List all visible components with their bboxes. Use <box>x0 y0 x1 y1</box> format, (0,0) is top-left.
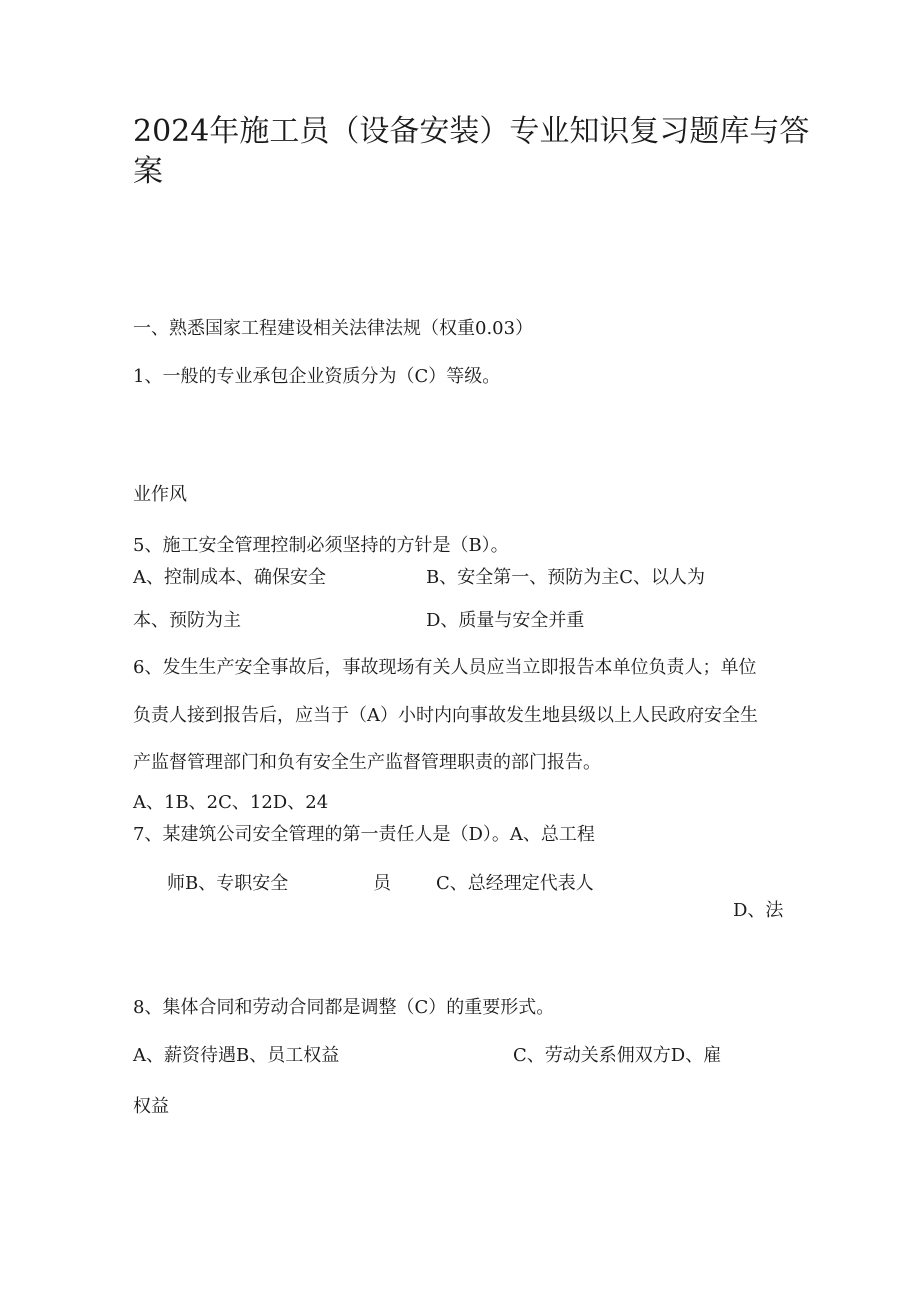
question-6-options: A、1B、2C、12D、24 <box>133 792 329 813</box>
question-6-line-2: 负责人接到报告后，应当于（A）小时内向事故发生地县级以上人民政府安全生 <box>133 705 758 726</box>
document-title: 2024年施工员（设备安装）专业知识复习题库与答案 <box>133 114 810 189</box>
question-7-option-part-4: D、法 <box>733 900 784 921</box>
question-8-option-cont: 权益 <box>133 1096 169 1117</box>
question-7-option-part-2: 员 <box>373 873 391 894</box>
question-5-option-c-cont: 本、预防为主 <box>133 610 241 631</box>
question-7-option-part-1: 师B、专职安全 <box>167 873 289 894</box>
question-6-line-1: 6、发生生产安全事故后，事故现场有关人员应当立即报告本单位负责人；单位 <box>133 657 757 678</box>
question-5-option-d: D、质量与安全并重 <box>426 610 585 631</box>
question-5-option-b-c: B、安全第一、预防为主C、以人为 <box>426 567 705 588</box>
question-8-option-a-b: A、薪资待遇B、员工权益 <box>133 1045 340 1066</box>
question-1: 1、一般的专业承包企业资质分为（C）等级。 <box>133 366 501 387</box>
question-6-line-3: 产监督管理部门和负有安全生产监督管理职责的部门报告。 <box>133 752 601 773</box>
question-8-option-c-d: C、劳动关系佣双方D、雇 <box>513 1045 722 1066</box>
text-fragment: 业作风 <box>133 484 187 505</box>
question-8-stem: 8、集体合同和劳动合同都是调整（C）的重要形式。 <box>133 997 555 1018</box>
question-5-option-a: A、控制成本、确保安全 <box>133 567 326 588</box>
question-7-stem: 7、某建筑公司安全管理的第一责任人是（D）。A、总工程 <box>133 824 595 845</box>
question-5-stem: 5、施工安全管理控制必须坚持的方针是（B）。 <box>133 535 509 556</box>
question-7-option-part-3: C、总经理定代表人 <box>436 873 594 894</box>
section-heading: 一、熟悉国家工程建设相关法律法规（权重0.03） <box>133 318 534 339</box>
